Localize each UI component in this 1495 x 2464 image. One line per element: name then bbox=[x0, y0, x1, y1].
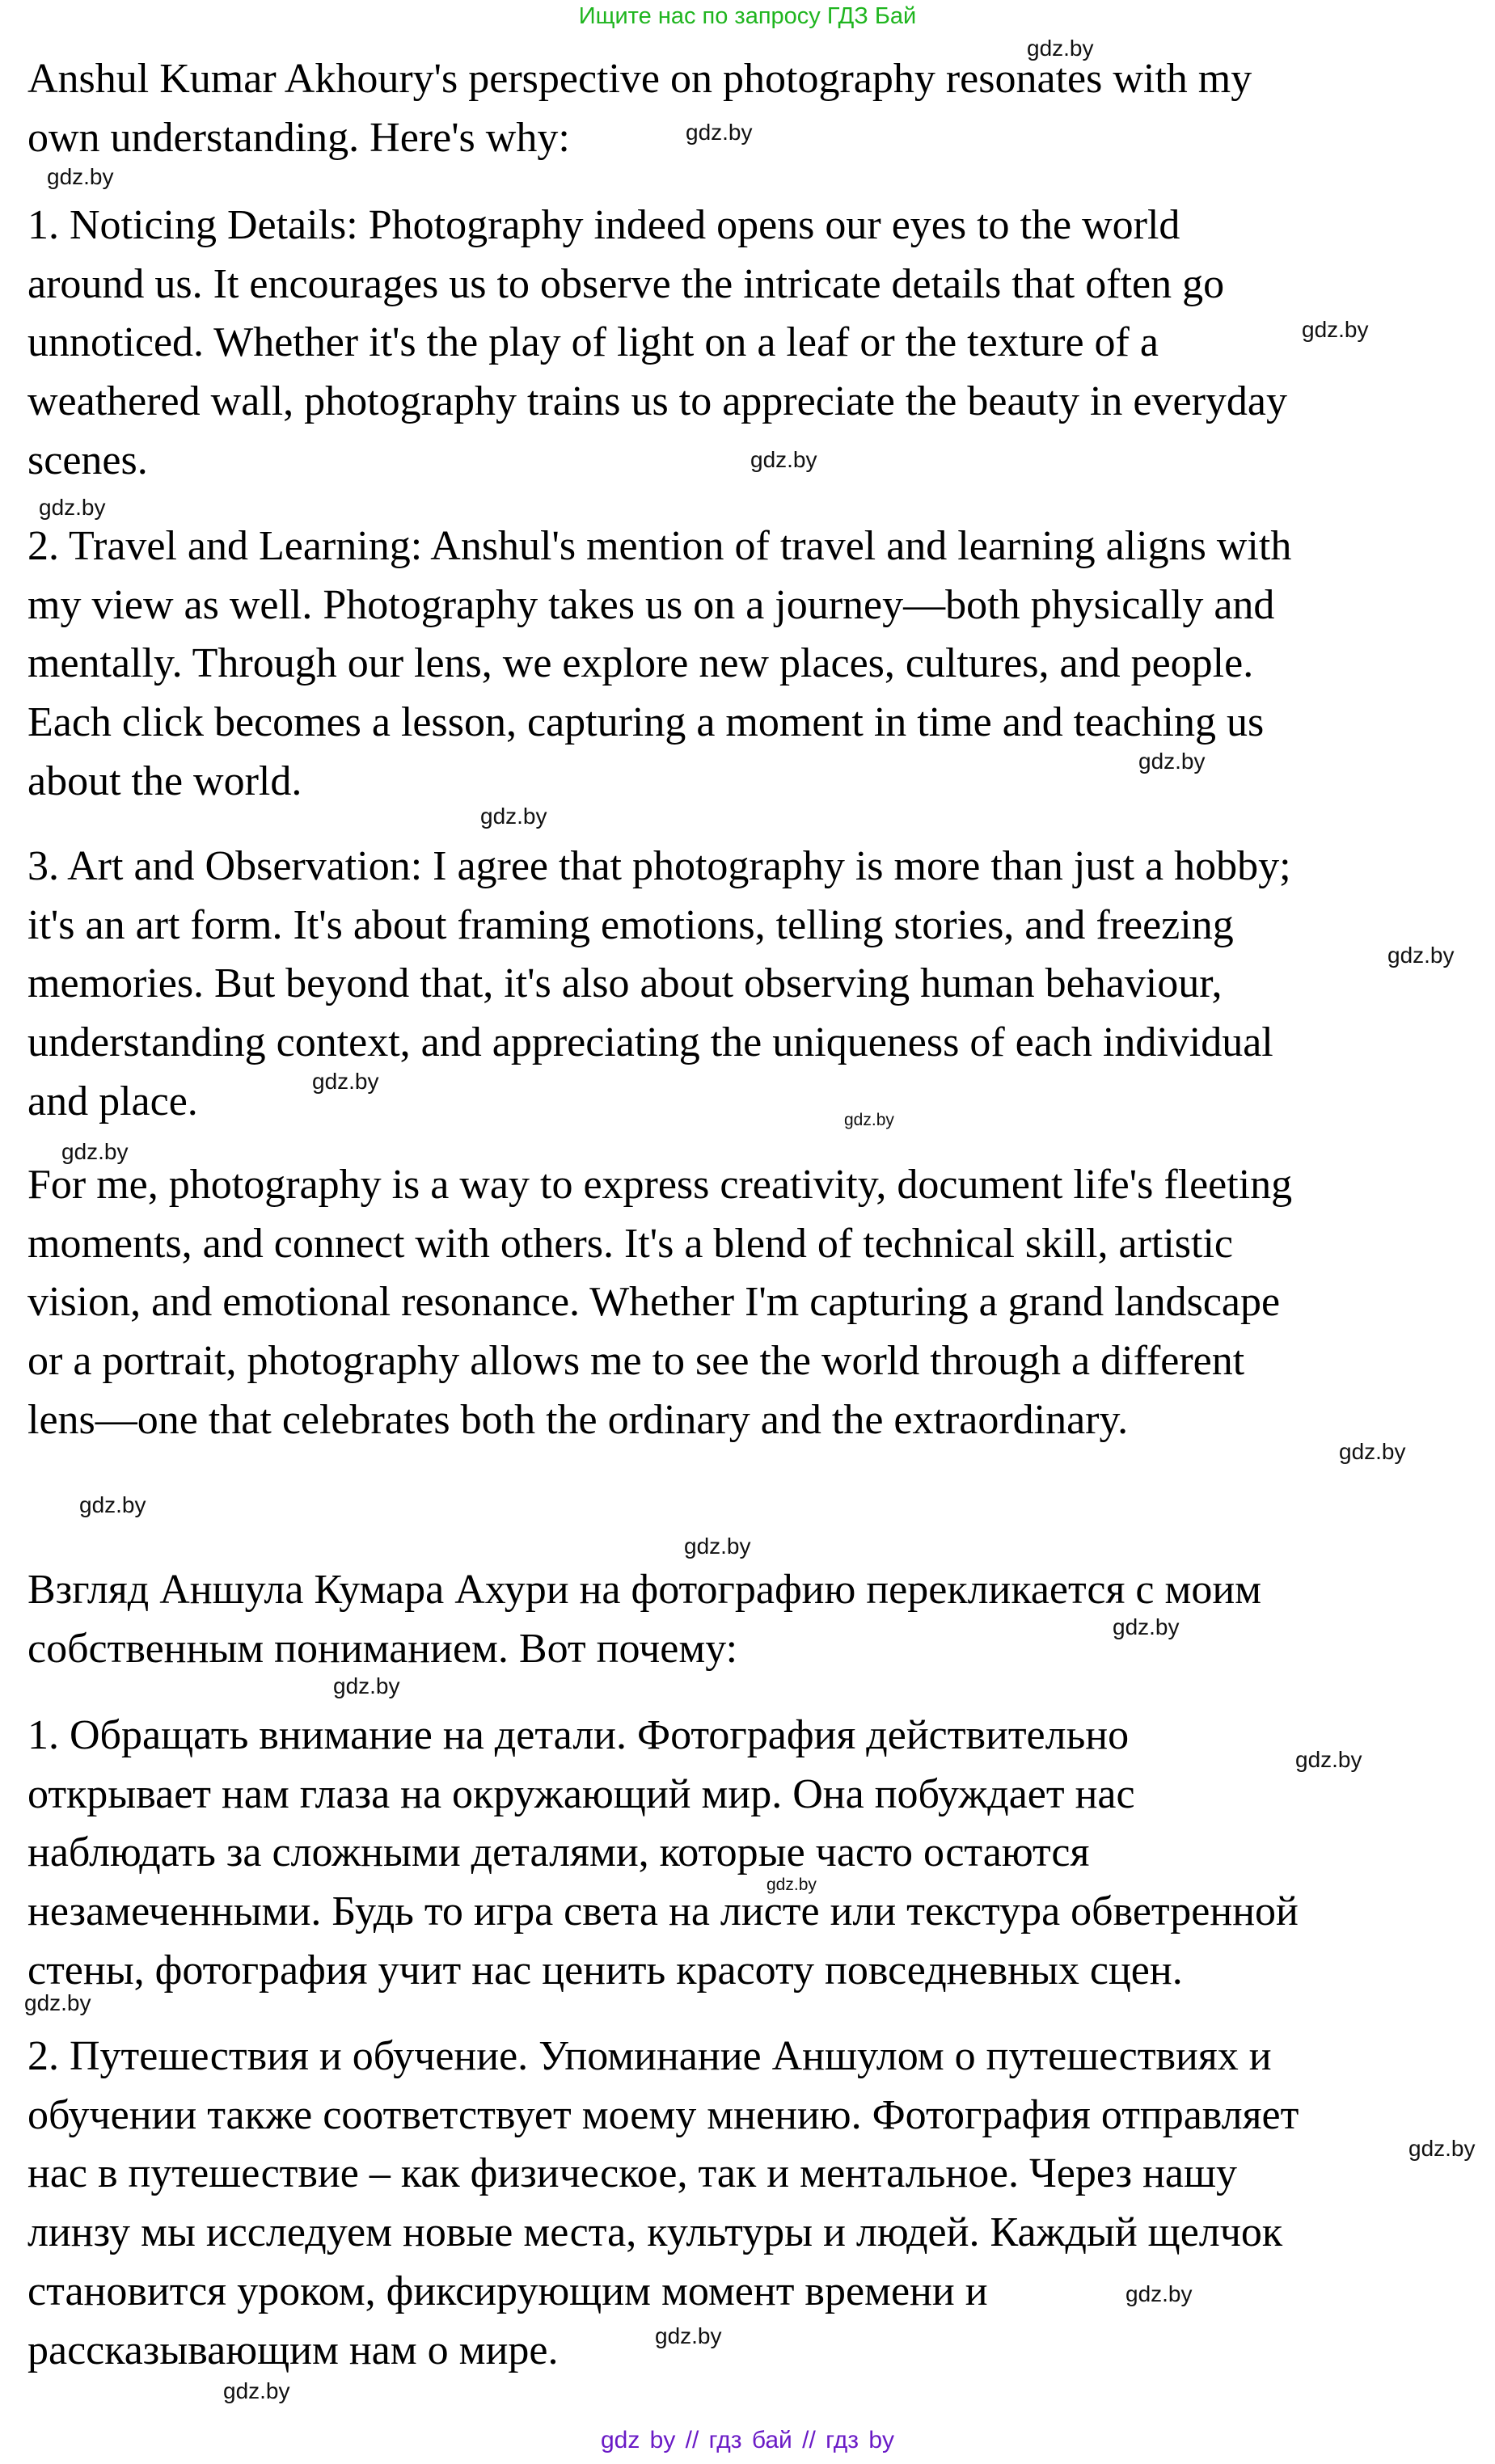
top-banner[interactable]: Ищите нас по запросу ГДЗ Бай bbox=[578, 3, 917, 29]
text-line: my view as well. Photography takes us on a journey—both physically and bbox=[27, 581, 1275, 628]
watermark: gdz.by bbox=[1387, 943, 1455, 968]
watermark: gdz.by bbox=[750, 447, 817, 472]
text-line: 3. Art and Observation: I agree that photography is more than just a hobby; bbox=[27, 843, 1291, 889]
english-point-2 bbox=[27, 517, 1291, 812]
text-line: наблюдать за сложными деталями, которые часто остаются bbox=[27, 1829, 1090, 1876]
text-line: vision, and emotional resonance. Whether I'm capturing a grand landscape bbox=[27, 1279, 1281, 1326]
watermark: gdz.by bbox=[333, 1673, 400, 1698]
text-line: 2. Travel and Learning: Anshul's mention of travel and learning aligns with bbox=[27, 523, 1292, 569]
watermark: gdz.by bbox=[47, 164, 114, 189]
english-intro bbox=[27, 50, 1252, 167]
text-line: линзу мы исследуем новые места, культуры и людей. Каждый щелчок bbox=[27, 2209, 1283, 2256]
text-line: обучении также соответствует моему мнению. Фотография отправляет bbox=[27, 2091, 1299, 2138]
text-line: it's an art form. It's about framing emotions, telling stories, and freezing bbox=[27, 901, 1234, 948]
russian-point-1 bbox=[27, 1707, 1299, 2001]
text-line: стены, фотография учит нас ценить красоту повседневных сцен. bbox=[27, 1947, 1183, 1994]
text-line: незамеченными. Будь то игра света на листе или текстура обветренной bbox=[27, 1888, 1299, 1935]
watermark: gdz.by bbox=[1302, 317, 1369, 342]
text-line: For me, photography is a way to express creativity, document life's fleeting bbox=[27, 1162, 1293, 1208]
text-line: становится уроком, фиксирующим момент времени и bbox=[27, 2268, 988, 2314]
english-conclusion bbox=[27, 1156, 1292, 1450]
text-line: and place. bbox=[27, 1078, 198, 1124]
watermark: gdz.by bbox=[24, 1990, 91, 2015]
text-line: нас в путешествие – как физическое, так и ментальное. Через нашу bbox=[27, 2150, 1238, 2197]
watermark: gdz.by bbox=[1113, 1614, 1180, 1639]
text-line: around us. It encourages us to observe the intricate details that often go bbox=[27, 260, 1225, 307]
watermark: gdz.by bbox=[39, 495, 106, 520]
english-point-1 bbox=[27, 196, 1287, 491]
text-line: рассказывающим нам о мире. bbox=[27, 2327, 559, 2373]
watermark: gdz.by bbox=[655, 2323, 722, 2348]
text-line: or a portrait, photography allows me to see the world through a different bbox=[27, 1338, 1245, 1385]
text-line: Взгляд Аншула Кумара Ахури на фотографию перекликается с моим bbox=[27, 1567, 1262, 1613]
text-line: Each click becomes a lesson, capturing a moment in time and teaching us bbox=[27, 699, 1265, 746]
watermark: gdz.by bbox=[1295, 1747, 1362, 1772]
watermark: gdz.by bbox=[686, 120, 753, 145]
text-line: открывает нам глаза на окружающий мир. Она побуждает нас bbox=[27, 1770, 1135, 1817]
text-line: 2. Путешествия и обучение. Упоминание Аншулом о путешествиях и bbox=[27, 2033, 1272, 2079]
watermark: gdz.by bbox=[844, 1111, 894, 1129]
english-point-3 bbox=[27, 838, 1291, 1132]
russian-intro bbox=[27, 1561, 1261, 1678]
text-line: moments, and connect with others. It's a blend of technical skill, artistic bbox=[27, 1220, 1233, 1267]
watermark: gdz.by bbox=[223, 2378, 290, 2403]
watermark: gdz.by bbox=[312, 1069, 379, 1094]
text-line: mentally. Through our lens, we explore new places, cultures, and people. bbox=[27, 640, 1254, 687]
footer-links[interactable]: gdz by // гдз бай // гдз by bbox=[600, 2427, 895, 2453]
text-line: unnoticed. Whether it's the play of light on a leaf or the texture of a bbox=[27, 319, 1159, 366]
watermark: gdz.by bbox=[1408, 2136, 1476, 2161]
text-line: memories. But beyond that, it's also about observing human behaviour, bbox=[27, 960, 1223, 1007]
watermark: gdz.by bbox=[480, 804, 547, 829]
watermark: gdz.by bbox=[79, 1492, 146, 1517]
watermark: gdz.by bbox=[1125, 2281, 1193, 2306]
watermark: gdz.by bbox=[61, 1139, 129, 1164]
text-line: weathered wall, photography trains us to appreciate the beauty in everyday bbox=[27, 378, 1287, 425]
text-line: собственным пониманием. Вот почему: bbox=[27, 1625, 738, 1672]
watermark: gdz.by bbox=[767, 1875, 817, 1894]
watermark: gdz.by bbox=[684, 1534, 751, 1559]
text-line: about the world. bbox=[27, 757, 302, 804]
text-line: own understanding. Here's why: bbox=[27, 114, 570, 161]
text-line: 1. Noticing Details: Photography indeed opens our eyes to the world bbox=[27, 202, 1180, 248]
watermark: gdz.by bbox=[1138, 749, 1206, 774]
watermark: gdz.by bbox=[1027, 36, 1094, 61]
text-line: lens—one that celebrates both the ordinary and the extraordinary. bbox=[27, 1396, 1129, 1443]
text-line: 1. Обращать внимание на детали. Фотография действительно bbox=[27, 1712, 1130, 1758]
text-line: Anshul Kumar Akhoury's perspective on photography resonates with my bbox=[27, 56, 1252, 102]
text-line: understanding context, and appreciating the uniqueness of each individual bbox=[27, 1019, 1273, 1066]
watermark: gdz.by bbox=[1339, 1439, 1406, 1464]
text-line: scenes. bbox=[27, 437, 148, 483]
